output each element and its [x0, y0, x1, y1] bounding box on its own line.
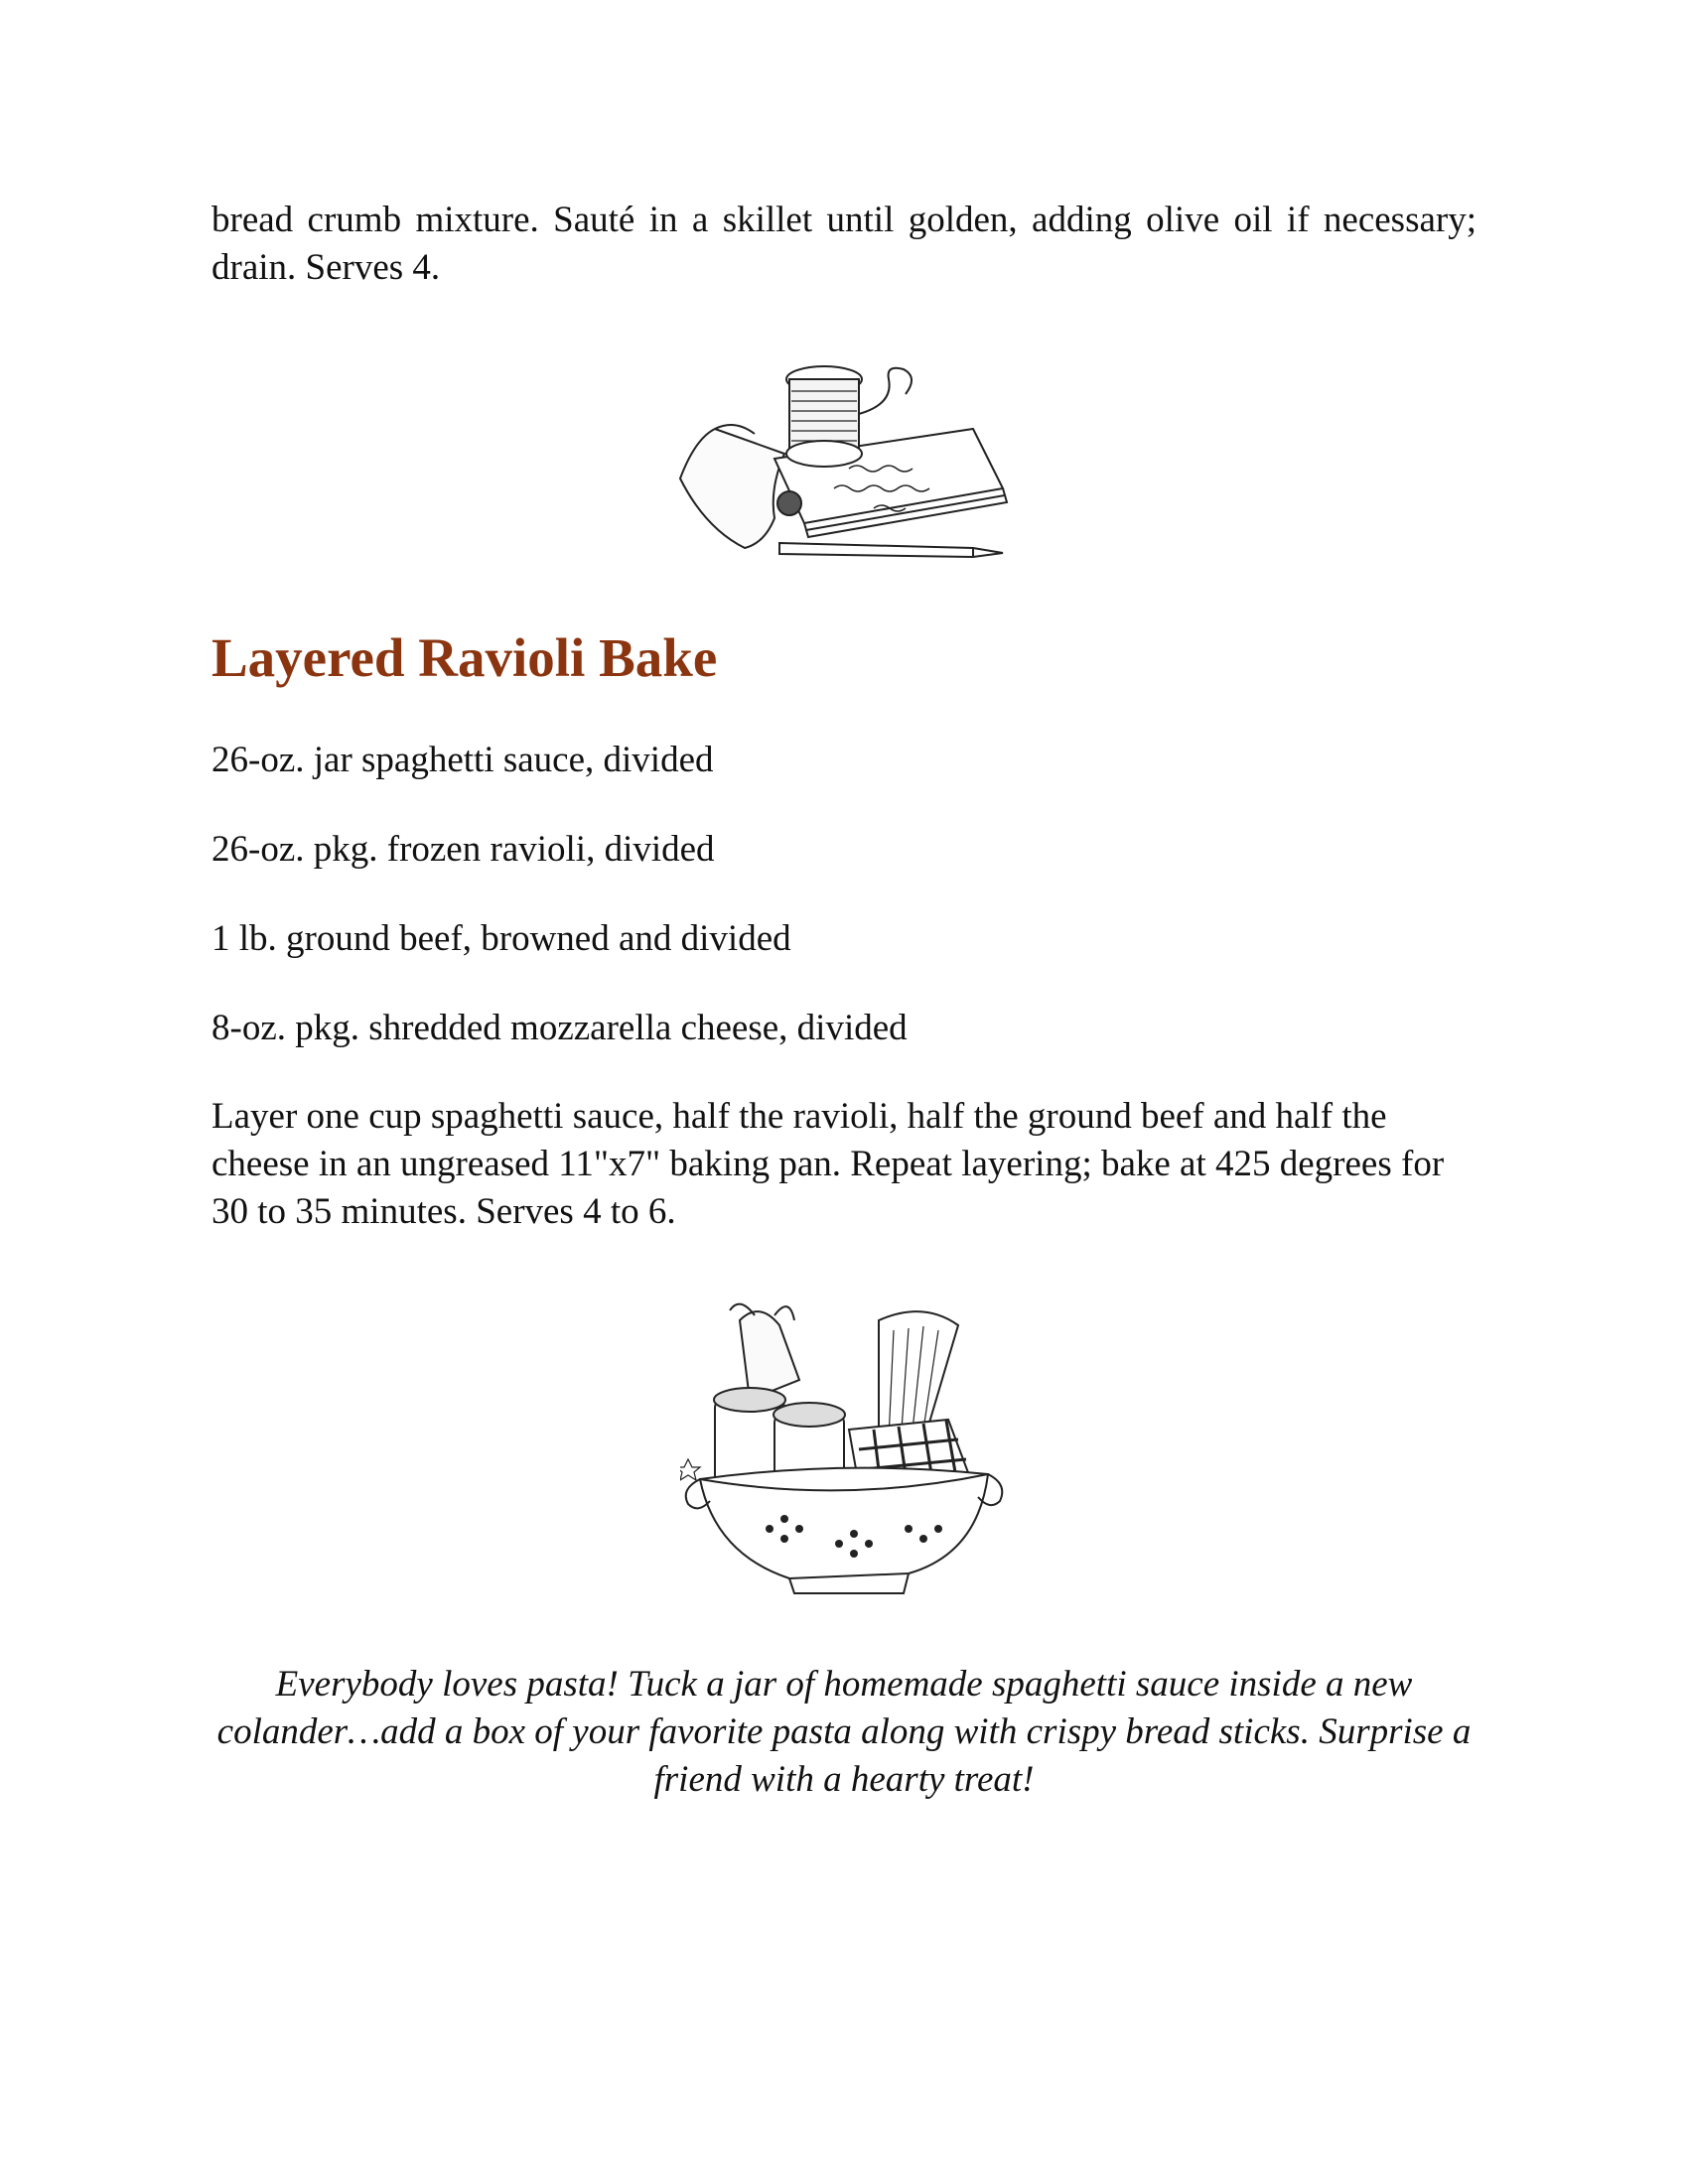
- recipe-instructions: Layer one cup spaghetti sauce, half the ravioli, half the ground beef and half the cheese in an ungreased 11"x7" baking pan. Repeat layering; bake at 425 degrees for 30 to 35 minutes. Serves 4 to 6.: [211, 1096, 1445, 1232]
- ingredient-list: [211, 737, 1477, 1094]
- ingredient-item: 26-oz. pkg. frozen ravioli, divided: [211, 829, 715, 870]
- ingredient-item: 26-oz. jar spaghetti sauce, divided: [211, 740, 714, 780]
- recipe-title: Layered Ravioli Bake: [211, 627, 718, 688]
- ingredient-item: 8-oz. pkg. shredded mozzarella cheese, divided: [211, 1008, 908, 1048]
- ingredient-item: 1 lb. ground beef, browned and divided: [211, 918, 791, 959]
- spool-and-recipe-cards-icon: [675, 359, 1013, 568]
- colander-gift-basket-icon: [680, 1291, 1008, 1598]
- gift-tip: Everybody loves pasta! Tuck a jar of homemade spaghetti sauce inside a new colander…add a box of your favorite pasta along with crispy bread sticks. Surprise a friend with a hearty treat!: [216, 1664, 1472, 1800]
- intro-paragraph: bread crumb mixture. Sauté in a skillet until golden, adding olive oil if necessary; drain. Serves 4.: [211, 200, 1477, 288]
